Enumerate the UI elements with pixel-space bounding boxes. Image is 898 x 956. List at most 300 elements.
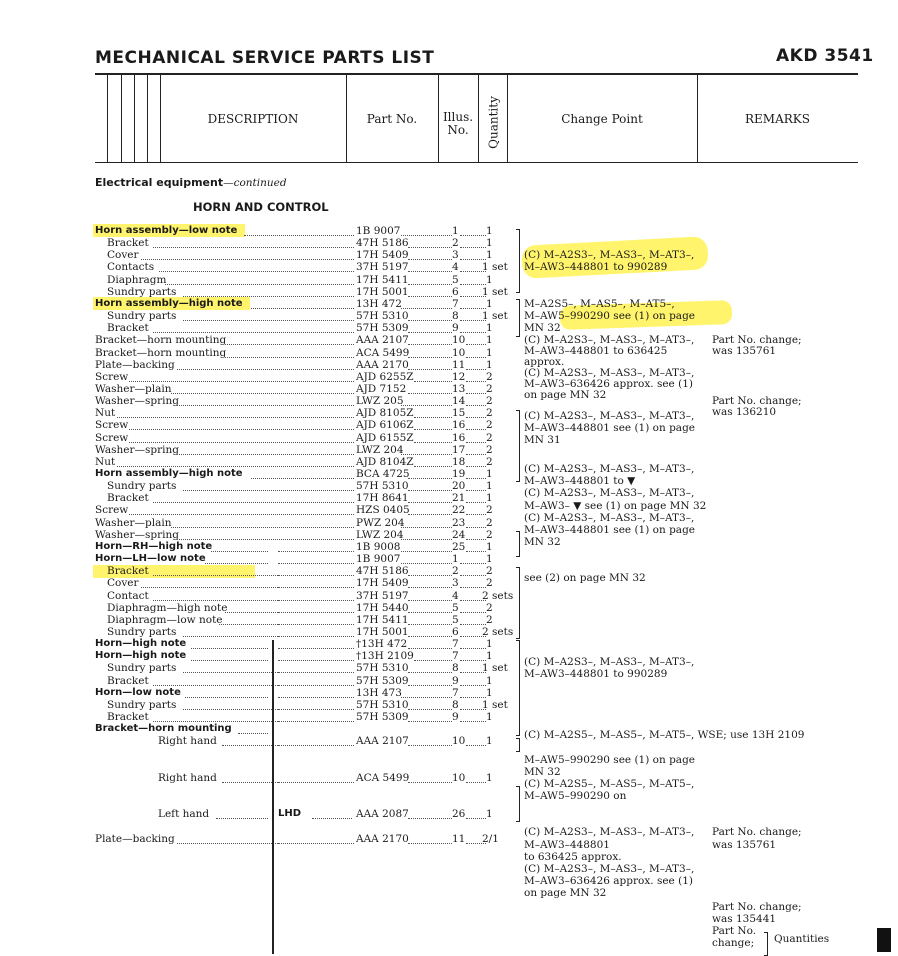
row-description: Cover — [107, 249, 139, 262]
row-quantity: 2 — [486, 443, 493, 456]
row-illus-no: 3 — [452, 577, 459, 590]
row-description: Bracket—horn mounting — [95, 723, 232, 735]
row-part-no: LWZ 204 — [356, 443, 404, 456]
group-bracket — [516, 299, 520, 337]
row-leader — [466, 441, 486, 443]
change-point-text: (C) M–A2S3–, M–AS3–, M–AT3–, — [524, 487, 695, 500]
row-illus-no: 4 — [452, 589, 459, 602]
row-leader — [408, 331, 452, 333]
row-illus-no: 10 — [452, 771, 466, 784]
row-leader — [408, 684, 452, 686]
change-point-text: M–AW3–448801 see (1) on page — [524, 523, 696, 536]
row-leader — [408, 513, 452, 515]
row-leader — [408, 647, 452, 649]
column-header-part-no: Part No. — [366, 112, 418, 126]
row-leader — [129, 380, 354, 382]
row-quantity: 1 set — [482, 662, 508, 675]
row-illus-no: 13 — [452, 382, 466, 395]
table-row — [0, 371, 898, 383]
row-leader — [278, 671, 354, 673]
row-leader — [183, 319, 354, 321]
table-row — [0, 711, 898, 723]
row-quantity: 1 — [486, 492, 493, 505]
row-quantity: 2 — [486, 419, 493, 432]
row-illus-no: 7 — [452, 297, 459, 310]
change-point-text: M–AW3–448801 to 990289 — [524, 668, 668, 681]
row-leader — [278, 574, 354, 576]
row-part-no: 57H 5310 — [356, 310, 409, 323]
row-illus-no: 11 — [452, 832, 466, 845]
table-row — [0, 359, 898, 371]
row-quantity: 2 — [486, 370, 493, 383]
change-point-text: approx. — [524, 356, 565, 369]
row-leader — [460, 659, 486, 661]
row-leader — [278, 623, 354, 625]
row-description: Nut — [95, 455, 116, 468]
row-leader — [278, 781, 354, 783]
row-description: Bracket—horn mounting — [95, 346, 227, 359]
row-description: Diaphragm—high note — [107, 601, 228, 614]
row-quantity: 2 sets — [482, 625, 514, 638]
row-part-no: ACA 5499 — [356, 771, 410, 784]
change-point-text: (C) M–A2S5–, M–AS5–, M–AT5–, — [524, 777, 695, 790]
row-quantity: 1 — [486, 237, 493, 250]
row-part-no: 1B 9007 — [356, 225, 401, 237]
row-leader — [460, 611, 486, 613]
row-leader — [408, 356, 452, 358]
row-illus-no: 25 — [452, 540, 466, 553]
row-leader — [408, 258, 452, 260]
row-part-no: 17H 5411 — [356, 273, 409, 286]
change-point-text: (C) M–A2S3–, M–AS3–, M–AT3–, — [524, 249, 695, 262]
row-description: Sundry parts — [107, 698, 177, 711]
row-leader — [460, 307, 486, 309]
row-leader — [408, 635, 452, 637]
table-row — [0, 808, 898, 820]
table-row — [0, 444, 898, 456]
lhd-divider — [272, 640, 274, 954]
row-leader — [466, 781, 486, 783]
row-leader — [183, 489, 354, 491]
row-leader — [278, 684, 354, 686]
column-header-remarks: REMARKS — [745, 112, 810, 126]
change-point-text: on page MN 32 — [524, 389, 607, 402]
row-leader — [460, 684, 486, 686]
row-illus-no: 5 — [452, 613, 459, 626]
row-part-no: 17H 5001 — [356, 625, 409, 638]
table-row — [0, 529, 898, 541]
row-leader — [460, 246, 486, 248]
change-point-text: to 636425 approx. — [524, 850, 622, 863]
row-description: Horn—high note — [95, 638, 187, 650]
row-part-no: 57H 5310 — [356, 480, 409, 493]
row-quantity: 1 — [486, 553, 493, 566]
row-quantity: 2 — [486, 528, 493, 541]
table-row — [0, 553, 898, 565]
row-leader — [216, 817, 268, 819]
row-description: Horn assembly—high note — [95, 468, 243, 479]
row-illus-no: 12 — [452, 370, 466, 383]
row-quantity: 1 — [486, 540, 493, 553]
table-row — [0, 274, 898, 286]
row-leader — [466, 380, 486, 382]
row-leader — [401, 696, 452, 698]
table-row — [0, 541, 898, 553]
row-leader — [466, 817, 486, 819]
row-illus-no: 5 — [452, 601, 459, 614]
row-leader — [408, 586, 452, 588]
row-part-no: AAA 2107 — [356, 334, 409, 347]
remarks-text: Quantities — [774, 933, 830, 946]
row-quantity: 2 — [486, 407, 493, 420]
group-bracket — [516, 229, 520, 293]
row-quantity: 1 — [486, 297, 493, 310]
row-leader — [278, 720, 354, 722]
row-leader — [401, 562, 452, 564]
row-leader — [408, 744, 452, 746]
row-leader — [117, 416, 354, 418]
row-leader — [408, 477, 452, 479]
row-leader — [408, 611, 452, 613]
row-quantity: 2 — [486, 431, 493, 444]
row-leader — [408, 574, 452, 576]
row-illus-no: 3 — [452, 249, 459, 262]
row-part-no: 1B 9008 — [356, 540, 401, 553]
row-description: Horn—LH—low note — [95, 553, 206, 565]
change-point-text: (C) M–A2S3–, M–AS3–, M–AT3–, — [524, 862, 695, 875]
row-quantity: 1 — [486, 468, 493, 480]
row-illus-no: 10 — [452, 735, 466, 748]
row-part-no: 17H 8641 — [356, 492, 409, 505]
row-description: Nut — [95, 407, 116, 420]
row-description: Plate—backing — [95, 358, 175, 371]
row-illus-no: 19 — [452, 468, 466, 480]
row-leader — [466, 550, 486, 552]
row-part-no: AAA 2170 — [356, 358, 409, 371]
row-part-no: 1B 9007 — [356, 553, 401, 566]
row-illus-no: 2 — [452, 565, 459, 578]
row-part-no: 17H 5409 — [356, 249, 409, 262]
row-part-no: AJD 8105Z — [356, 407, 414, 420]
row-leader — [129, 513, 354, 515]
row-description: Washer—plain — [95, 382, 172, 395]
row-leader — [153, 246, 354, 248]
change-point-text: (C) M–A2S5–, M–AS5–, M–AT5–, WSE; use 13H 2109 — [524, 729, 805, 742]
table-row — [0, 784, 898, 796]
change-point-text: on page MN 32 — [524, 887, 607, 900]
row-leader — [408, 489, 452, 491]
row-illus-no: 11 — [452, 358, 466, 371]
table-row — [0, 468, 898, 480]
row-description: Bracket — [107, 492, 149, 505]
row-leader — [466, 526, 486, 528]
row-leader — [129, 428, 354, 430]
table-row — [0, 614, 898, 626]
row-illus-no: 9 — [452, 674, 459, 687]
row-leader — [278, 635, 354, 637]
row-quantity: 1 — [486, 225, 493, 237]
remarks-text: Part No. — [712, 924, 757, 937]
row-illus-no: 10 — [452, 346, 466, 359]
row-quantity: 2 — [486, 455, 493, 468]
row-leader — [177, 404, 354, 406]
table-row — [0, 699, 898, 711]
row-leader — [225, 343, 354, 345]
row-quantity: 1 — [486, 808, 493, 821]
row-leader — [251, 477, 354, 479]
edge-mark — [877, 928, 891, 952]
table-row — [0, 504, 898, 516]
remarks-text: Part No. change; — [712, 826, 802, 839]
row-quantity: 1 — [486, 711, 493, 723]
row-leader — [251, 307, 354, 309]
column-header-illus-no: No. — [447, 123, 469, 137]
row-illus-no: 6 — [452, 625, 459, 638]
row-illus-no: 1 — [452, 553, 459, 566]
row-description: Diaphragm—low note — [107, 613, 223, 626]
row-part-no: 17H 5440 — [356, 601, 409, 614]
page-title: MECHANICAL SERVICE PARTS LIST — [95, 48, 435, 68]
row-part-no: AJD 7152 — [356, 382, 407, 395]
row-leader — [408, 283, 452, 285]
row-leader — [408, 343, 452, 345]
table-row — [0, 322, 898, 334]
row-illus-no: 7 — [452, 686, 459, 699]
document-code: AKD 3541 — [776, 46, 874, 66]
row-description: Left hand — [158, 808, 210, 821]
row-leader — [408, 368, 452, 370]
row-quantity: 1 — [486, 346, 493, 359]
row-description: Screw — [95, 370, 129, 383]
row-leader — [466, 501, 486, 503]
row-description: Bracket — [107, 237, 149, 250]
row-leader — [408, 781, 452, 783]
row-leader — [408, 270, 452, 272]
remarks-text: Part No. change; — [712, 395, 802, 408]
group-bracket — [516, 640, 520, 736]
remarks-text: was 135761 — [712, 838, 777, 851]
row-leader — [414, 416, 452, 418]
change-point-text: see (2) on page MN 32 — [524, 572, 646, 585]
row-quantity: 1 — [486, 674, 493, 687]
row-leader — [460, 331, 486, 333]
row-part-no: 17H 5001 — [356, 285, 409, 298]
column-header-change-point: Change Point — [561, 112, 643, 126]
row-leader — [408, 623, 452, 625]
row-leader — [185, 696, 268, 698]
row-description: Bracket—horn mounting — [95, 334, 227, 347]
row-leader — [408, 817, 452, 819]
row-leader — [414, 659, 452, 661]
row-description: Cover — [107, 577, 139, 590]
row-leader — [238, 732, 268, 734]
row-part-no: 57H 5310 — [356, 662, 409, 675]
row-leader — [401, 526, 452, 528]
row-leader — [401, 550, 452, 552]
row-quantity: 1 — [486, 249, 493, 262]
table-row — [0, 747, 898, 759]
row-leader — [177, 453, 354, 455]
row-part-no: 47H 5186 — [356, 565, 409, 578]
row-leader — [414, 428, 452, 430]
row-leader — [401, 234, 452, 236]
row-leader — [278, 696, 354, 698]
row-part-no: BCA 4725 — [356, 468, 410, 480]
row-quantity: 1 — [486, 735, 493, 748]
row-description: Screw — [95, 504, 129, 517]
remarks-text: was 135441 — [712, 912, 777, 925]
row-leader — [460, 258, 486, 260]
change-point-text: M–AW5–990290 see (1) on page — [524, 310, 696, 323]
row-quantity: 1 set — [482, 285, 508, 298]
row-description: Washer—spring — [95, 443, 179, 456]
change-point-text: (C) M–A2S3–, M–AS3–, M–AT3–, — [524, 334, 695, 347]
row-part-no: 57H 5309 — [356, 674, 409, 687]
row-illus-no: 5 — [452, 273, 459, 286]
row-part-no: †13H 472 — [356, 638, 408, 651]
row-leader — [165, 283, 354, 285]
row-leader — [117, 465, 354, 467]
change-point-text: M–A2S5–, M–AS5–, M–AT5–, — [524, 297, 675, 310]
row-description: Screw — [95, 431, 129, 444]
table-row — [0, 760, 898, 772]
table-row — [0, 456, 898, 468]
row-leader — [401, 307, 452, 309]
row-description: Washer—spring — [95, 395, 179, 408]
row-part-no: AAA 2170 — [356, 832, 409, 845]
row-description: Sundry parts — [107, 625, 177, 638]
row-quantity: 1 — [486, 334, 493, 347]
row-leader — [460, 647, 486, 649]
column-header-illus: Illus. — [442, 110, 474, 124]
remarks-text: change; — [712, 936, 755, 949]
row-illus-no: 8 — [452, 698, 459, 711]
change-point-text: MN 32 — [524, 536, 561, 549]
row-quantity: 1 set — [482, 310, 508, 323]
row-leader — [466, 416, 486, 418]
row-leader — [191, 647, 268, 649]
row-description: Horn—low note — [95, 686, 181, 698]
row-leader — [408, 501, 452, 503]
row-part-no: LWZ 205 — [356, 395, 404, 408]
lhd-label: LHD — [278, 808, 302, 820]
row-leader — [278, 842, 354, 844]
table-row — [0, 249, 898, 261]
change-point-text: MN 32 — [524, 765, 561, 778]
row-leader — [466, 489, 486, 491]
change-point-text: M–AW3–636426 approx. see (1) — [524, 378, 693, 391]
row-illus-no: 24 — [452, 528, 466, 541]
row-leader — [278, 708, 354, 710]
row-leader — [466, 465, 486, 467]
row-part-no: 13H 473 — [356, 686, 402, 699]
row-leader — [466, 453, 486, 455]
row-quantity: 1 — [486, 358, 493, 371]
remarks-text: was 136210 — [712, 406, 777, 419]
table-row — [0, 517, 898, 529]
table-row — [0, 419, 898, 431]
table-row — [0, 590, 898, 602]
row-quantity: 1 set — [482, 698, 508, 711]
row-quantity: 1 — [486, 638, 493, 651]
table-row — [0, 650, 898, 662]
row-quantity: 2 — [486, 613, 493, 626]
row-leader — [183, 295, 354, 297]
row-description: Screw — [95, 419, 129, 432]
row-leader — [408, 671, 452, 673]
row-part-no: AJD 6255Z — [356, 370, 414, 383]
row-quantity: 1 — [486, 480, 493, 493]
row-description: Horn assembly—high note — [95, 297, 243, 309]
remarks-text: Part No. change; — [712, 900, 802, 913]
row-leader — [414, 465, 452, 467]
row-quantity: 1 — [486, 771, 493, 784]
remarks-bracket — [764, 932, 768, 956]
row-illus-no: 7 — [452, 650, 459, 663]
group-bracket — [516, 567, 520, 639]
table-row — [0, 577, 898, 589]
row-leader — [278, 611, 354, 613]
table-row — [0, 565, 898, 577]
row-leader — [278, 599, 354, 601]
row-leader — [401, 538, 452, 540]
row-leader — [460, 586, 486, 588]
row-description: Bracket — [107, 711, 149, 723]
remarks-text: was 135761 — [712, 345, 777, 358]
row-description: Washer—spring — [95, 528, 179, 541]
column-header-description: DESCRIPTION — [207, 112, 299, 126]
table-row — [0, 662, 898, 674]
table-row — [0, 261, 898, 273]
row-part-no: AJD 6106Z — [356, 419, 414, 432]
row-illus-no: 23 — [452, 516, 466, 529]
row-description: Plate—backing — [95, 832, 175, 845]
row-leader — [278, 647, 354, 649]
row-leader — [408, 708, 452, 710]
row-leader — [460, 696, 486, 698]
row-description: Right hand — [158, 735, 217, 748]
change-point-text: (C) M–A2S3–, M–AS3–, M–AT3–, — [524, 656, 695, 669]
row-illus-no: 8 — [452, 310, 459, 323]
row-description: Bracket — [107, 565, 149, 578]
row-part-no: 37H 5197 — [356, 261, 409, 274]
row-leader — [278, 586, 354, 588]
row-illus-no: 16 — [452, 431, 466, 444]
table-row — [0, 772, 898, 784]
row-leader — [211, 550, 268, 552]
change-point-text: MN 31 — [524, 433, 561, 446]
row-illus-no: 18 — [452, 455, 466, 468]
row-quantity: 2 — [486, 516, 493, 529]
row-illus-no: 26 — [452, 808, 466, 821]
row-quantity: 2 — [486, 504, 493, 517]
row-quantity: 1 — [486, 650, 493, 663]
row-leader — [401, 453, 452, 455]
change-point-text: M–AW3–448801 to 636425 — [524, 345, 668, 358]
change-point-text: (C) M–A2S3–, M–AS3–, M–AT3–, — [524, 826, 695, 839]
row-illus-no: 2 — [452, 237, 459, 250]
row-part-no: 17H 5409 — [356, 577, 409, 590]
row-leader — [414, 441, 452, 443]
row-leader — [466, 428, 486, 430]
row-leader — [408, 392, 452, 394]
row-leader — [278, 562, 354, 564]
table-row — [0, 796, 898, 808]
row-part-no: AAA 2087 — [356, 808, 409, 821]
row-description: Horn assembly—low note — [95, 225, 238, 236]
row-leader — [205, 562, 268, 564]
group-heading-suffix: —continued — [223, 177, 287, 189]
